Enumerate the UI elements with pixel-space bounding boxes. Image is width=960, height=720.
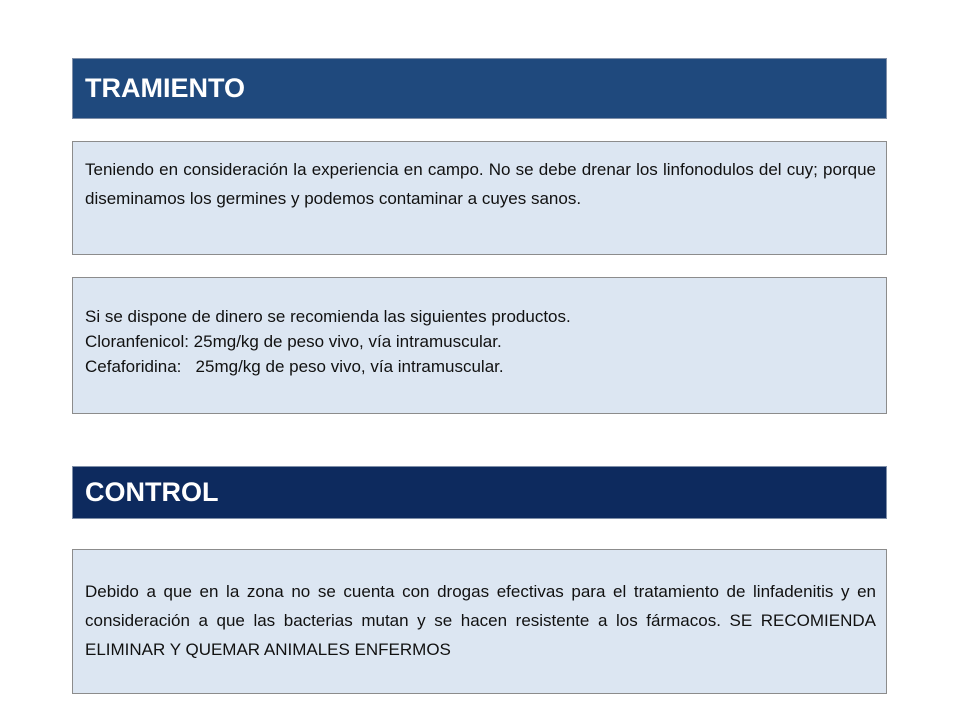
control-recommendation-text: Debido a que en la zona no se cuenta con drogas efectivas para el tratamiento de linfadenitis y en consideración a que las bacterias mutan y se hacen resistente a los fármacos. SE RECOMIENDA ELIMINAR Y QUEMAR ANIMALES ENFERMOS [85,582,876,659]
treatment-heading-text: TRAMIENTO [85,73,245,103]
control-heading-text: CONTROL [85,477,219,507]
cloranfenicol-dose-line: Cloranfenicol: 25mg/kg de peso vivo, vía intramuscular. [85,332,502,351]
products-intro-line: Si se dispone de dinero se recomienda las siguientes productos. [85,307,571,326]
treatment-products-box [72,277,887,414]
control-recommendation-box [72,549,887,694]
treatment-field-experience-text: Teniendo en consideración la experiencia en campo. No se debe drenar los linfonodulos del cuy; porque diseminamos los germines y podemos contaminar a cuyes sanos. [85,160,876,208]
treatment-heading [72,58,887,119]
treatment-field-experience-box [72,141,887,255]
cefaforidina-dose-line: Cefaforidina: 25mg/kg de peso vivo, vía intramuscular. [85,357,504,376]
control-heading [72,466,887,519]
